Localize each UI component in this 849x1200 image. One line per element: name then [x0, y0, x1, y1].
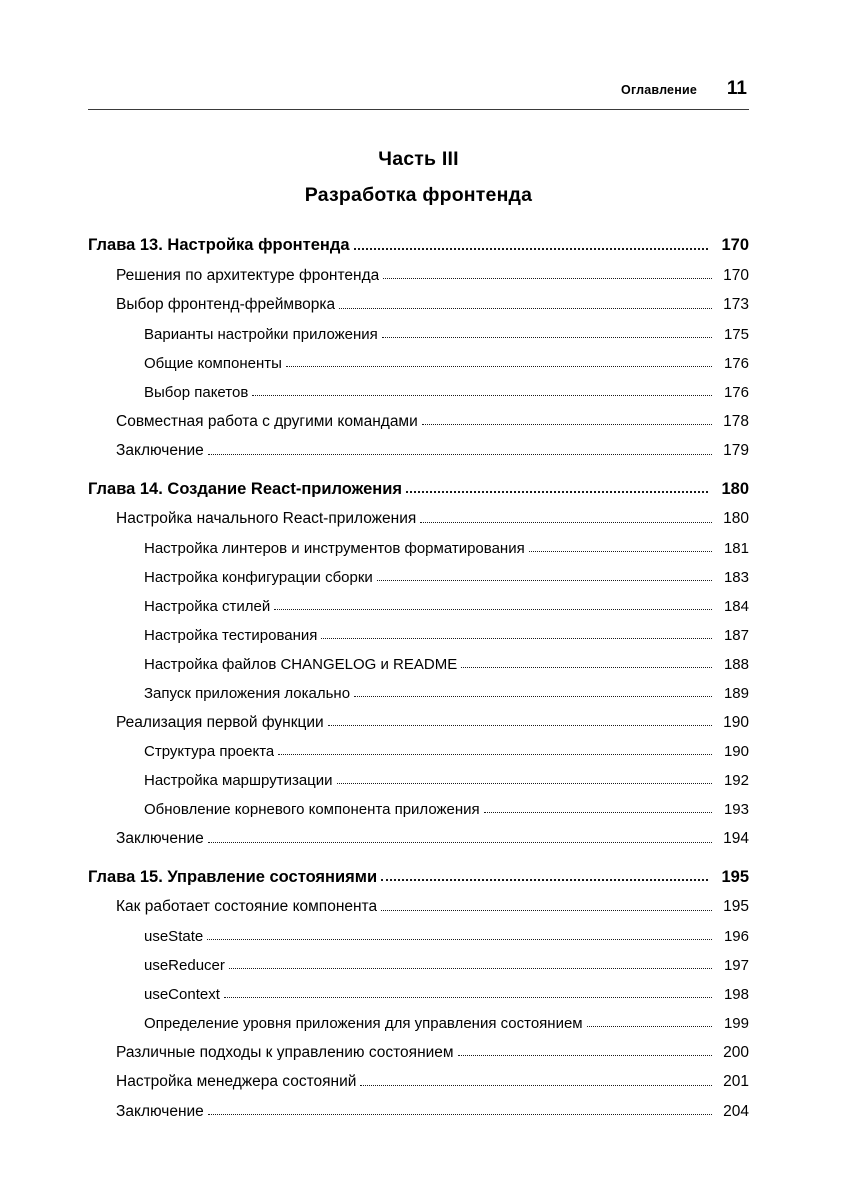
running-head: [88, 78, 749, 100]
table-of-contents: [88, 237, 749, 1119]
toc-section-entry[interactable]: [88, 715, 749, 731]
toc-entry-title: Реализация первой функции: [116, 714, 324, 730]
toc-leader-dots: [321, 637, 712, 639]
toc-entry-page: 199: [723, 1014, 749, 1032]
toc-leader-dots: [422, 423, 712, 425]
toc-section-entry[interactable]: [88, 599, 749, 614]
toc-leader-dots: [208, 1113, 712, 1115]
toc-entry-page: 178: [723, 412, 749, 430]
toc-leader-dots: [587, 1025, 712, 1027]
toc-entry-page: 194: [723, 830, 749, 847]
toc-entry-title: Различные подходы к управлению состоянием: [116, 1044, 454, 1060]
toc-entry-title: Общие компоненты: [144, 355, 282, 371]
toc-section-entry[interactable]: [88, 802, 749, 817]
toc-leader-dots: [278, 753, 712, 755]
toc-entry-page: 201: [723, 1073, 749, 1090]
page-number: 11: [726, 78, 747, 99]
toc-section-entry[interactable]: [88, 268, 749, 284]
toc-entry-title: Настройка линтеров и инструментов форматирования: [144, 540, 525, 556]
toc-entry-title: Как работает состояние компонента: [116, 899, 378, 915]
toc-section-entry[interactable]: [88, 773, 749, 788]
toc-section-entry[interactable]: [88, 570, 749, 585]
toc-leader-dots: [208, 453, 712, 455]
toc-leader-dots: [382, 336, 712, 338]
toc-leader-dots: [406, 490, 708, 493]
running-head-label: Оглавление: [621, 83, 697, 97]
part-number: Часть III: [378, 148, 459, 170]
toc-section-entry[interactable]: [88, 1104, 749, 1120]
toc-leader-dots: [224, 996, 712, 998]
toc-entry-page: 190: [723, 743, 749, 760]
toc-leader-dots: [339, 307, 712, 309]
toc-entry-page: 192: [723, 772, 749, 789]
toc-leader-dots: [229, 967, 712, 969]
toc-entry-page: 170: [723, 266, 749, 284]
toc-entry-page: 190: [723, 713, 749, 731]
toc-leader-dots: [208, 841, 712, 843]
toc-entry-page: 195: [723, 898, 749, 915]
toc-chapter-entry[interactable]: [88, 869, 749, 886]
header-rule: [88, 109, 749, 110]
toc-entry-page: 204: [723, 1102, 749, 1120]
toc-entry-title: Выбор пакетов: [144, 384, 249, 400]
toc-section-entry[interactable]: [88, 628, 749, 643]
toc-leader-dots: [354, 695, 712, 697]
toc-leader-dots: [274, 608, 712, 610]
toc-section-entry[interactable]: [88, 657, 749, 672]
toc-leader-dots: [354, 247, 708, 250]
part-title: Разработка фронтенда: [304, 184, 533, 206]
toc-entry-page: 173: [723, 296, 749, 313]
toc-entry-page: 187: [723, 626, 749, 644]
toc-section-entry[interactable]: [88, 385, 749, 400]
toc-entry-title: Структура проекта: [144, 744, 275, 759]
toc-leader-dots: [381, 909, 712, 911]
toc-section-entry[interactable]: [88, 327, 749, 342]
toc-entry-page: 176: [723, 354, 749, 372]
toc-leader-dots: [207, 938, 712, 940]
toc-section-entry[interactable]: [88, 899, 749, 915]
toc-entry-title: Варианты настройки приложения: [144, 326, 378, 342]
toc-entry-title: Настройка менеджера состояний: [116, 1074, 357, 1090]
toc-section-entry[interactable]: [88, 297, 749, 313]
toc-entry-page: 195: [721, 867, 749, 886]
toc-entry-page: 200: [723, 1043, 749, 1061]
toc-entry-page: 189: [723, 684, 749, 702]
toc-entry-title: useState: [144, 928, 204, 944]
toc-entry-title: Настройка стилей: [144, 598, 271, 614]
toc-entry-title: Определение уровня приложения для управления состоянием: [144, 1015, 583, 1031]
toc-leader-dots: [360, 1084, 712, 1086]
toc-leader-dots: [381, 878, 708, 881]
toc-entry-title: Решения по архитектуре фронтенда: [116, 267, 380, 283]
toc-entry-title: Выбор фронтенд-фреймворка: [116, 297, 336, 313]
toc-entry-title: useContext: [144, 986, 220, 1002]
toc-entry-page: 170: [721, 236, 749, 254]
toc-entry-title: Глава 15. Управление состояниями: [88, 868, 378, 885]
toc-entry-title: Запуск приложения локально: [144, 685, 351, 701]
toc-leader-dots: [286, 365, 712, 367]
toc-entry-page: 197: [723, 956, 749, 974]
toc-leader-dots: [377, 579, 712, 581]
toc-entry-page: 196: [723, 927, 749, 945]
toc-leader-dots: [420, 521, 712, 523]
toc-leader-dots: [252, 394, 712, 396]
toc-entry-title: Обновление корневого компонента приложения: [144, 802, 480, 817]
toc-entry-page: 181: [723, 539, 749, 557]
toc-entry-page: 180: [721, 479, 749, 498]
toc-entry-title: Заключение: [116, 831, 204, 847]
toc-entry-title: Совместная работа с другими командами: [116, 413, 418, 429]
toc-entry-page: 176: [723, 383, 749, 401]
toc-entry-title: Глава 14. Создание React-приложения: [88, 480, 403, 497]
toc-entry-page: 193: [723, 801, 749, 818]
toc-section-entry[interactable]: [88, 929, 749, 944]
toc-section-entry[interactable]: [88, 511, 749, 527]
toc-chapter-entry[interactable]: [88, 481, 749, 498]
toc-entry-page: 175: [723, 325, 749, 343]
toc-section-entry[interactable]: [88, 1016, 749, 1031]
toc-section-entry[interactable]: [88, 686, 749, 701]
toc-entry-page: 180: [723, 510, 749, 527]
toc-entry-title: useReducer: [144, 957, 225, 973]
toc-section-entry[interactable]: [88, 356, 749, 371]
toc-section-entry[interactable]: [88, 1045, 749, 1061]
toc-section-entry[interactable]: [88, 744, 749, 759]
toc-entry-title: Настройка маршрутизации: [144, 773, 333, 788]
toc-entry-title: Заключение: [116, 443, 204, 459]
toc-leader-dots: [461, 666, 712, 668]
toc-entry-title: Заключение: [116, 1103, 204, 1119]
toc-section-entry[interactable]: [88, 443, 749, 459]
toc-entry-title: Настройка начального React-приложения: [116, 511, 417, 527]
toc-leader-dots: [529, 550, 712, 552]
part-heading: [88, 148, 749, 207]
toc-entry-title: Глава 13. Настройка фронтенда: [88, 237, 350, 254]
toc-section-entry[interactable]: [88, 1074, 749, 1090]
toc-entry-page: 179: [723, 442, 749, 459]
toc-section-entry[interactable]: [88, 414, 749, 430]
toc-section-entry[interactable]: [88, 831, 749, 847]
toc-leader-dots: [458, 1054, 712, 1056]
toc-section-entry[interactable]: [88, 958, 749, 973]
toc-section-entry[interactable]: [88, 987, 749, 1002]
toc-entry-page: 188: [723, 655, 749, 673]
toc-section-entry[interactable]: [88, 541, 749, 556]
toc-leader-dots: [328, 724, 712, 726]
toc-entry-page: 198: [723, 985, 749, 1003]
toc-entry-page: 184: [723, 597, 749, 615]
toc-leader-dots: [383, 277, 712, 279]
toc-entry-title: Настройка файлов CHANGELOG и README: [144, 656, 458, 672]
toc-chapter-entry[interactable]: [88, 237, 749, 254]
toc-entry-page: 183: [723, 568, 749, 586]
toc-leader-dots: [484, 811, 712, 813]
toc-leader-dots: [337, 782, 712, 784]
toc-entry-title: Настройка конфигурации сборки: [144, 569, 373, 585]
toc-entry-title: Настройка тестирования: [144, 627, 318, 643]
